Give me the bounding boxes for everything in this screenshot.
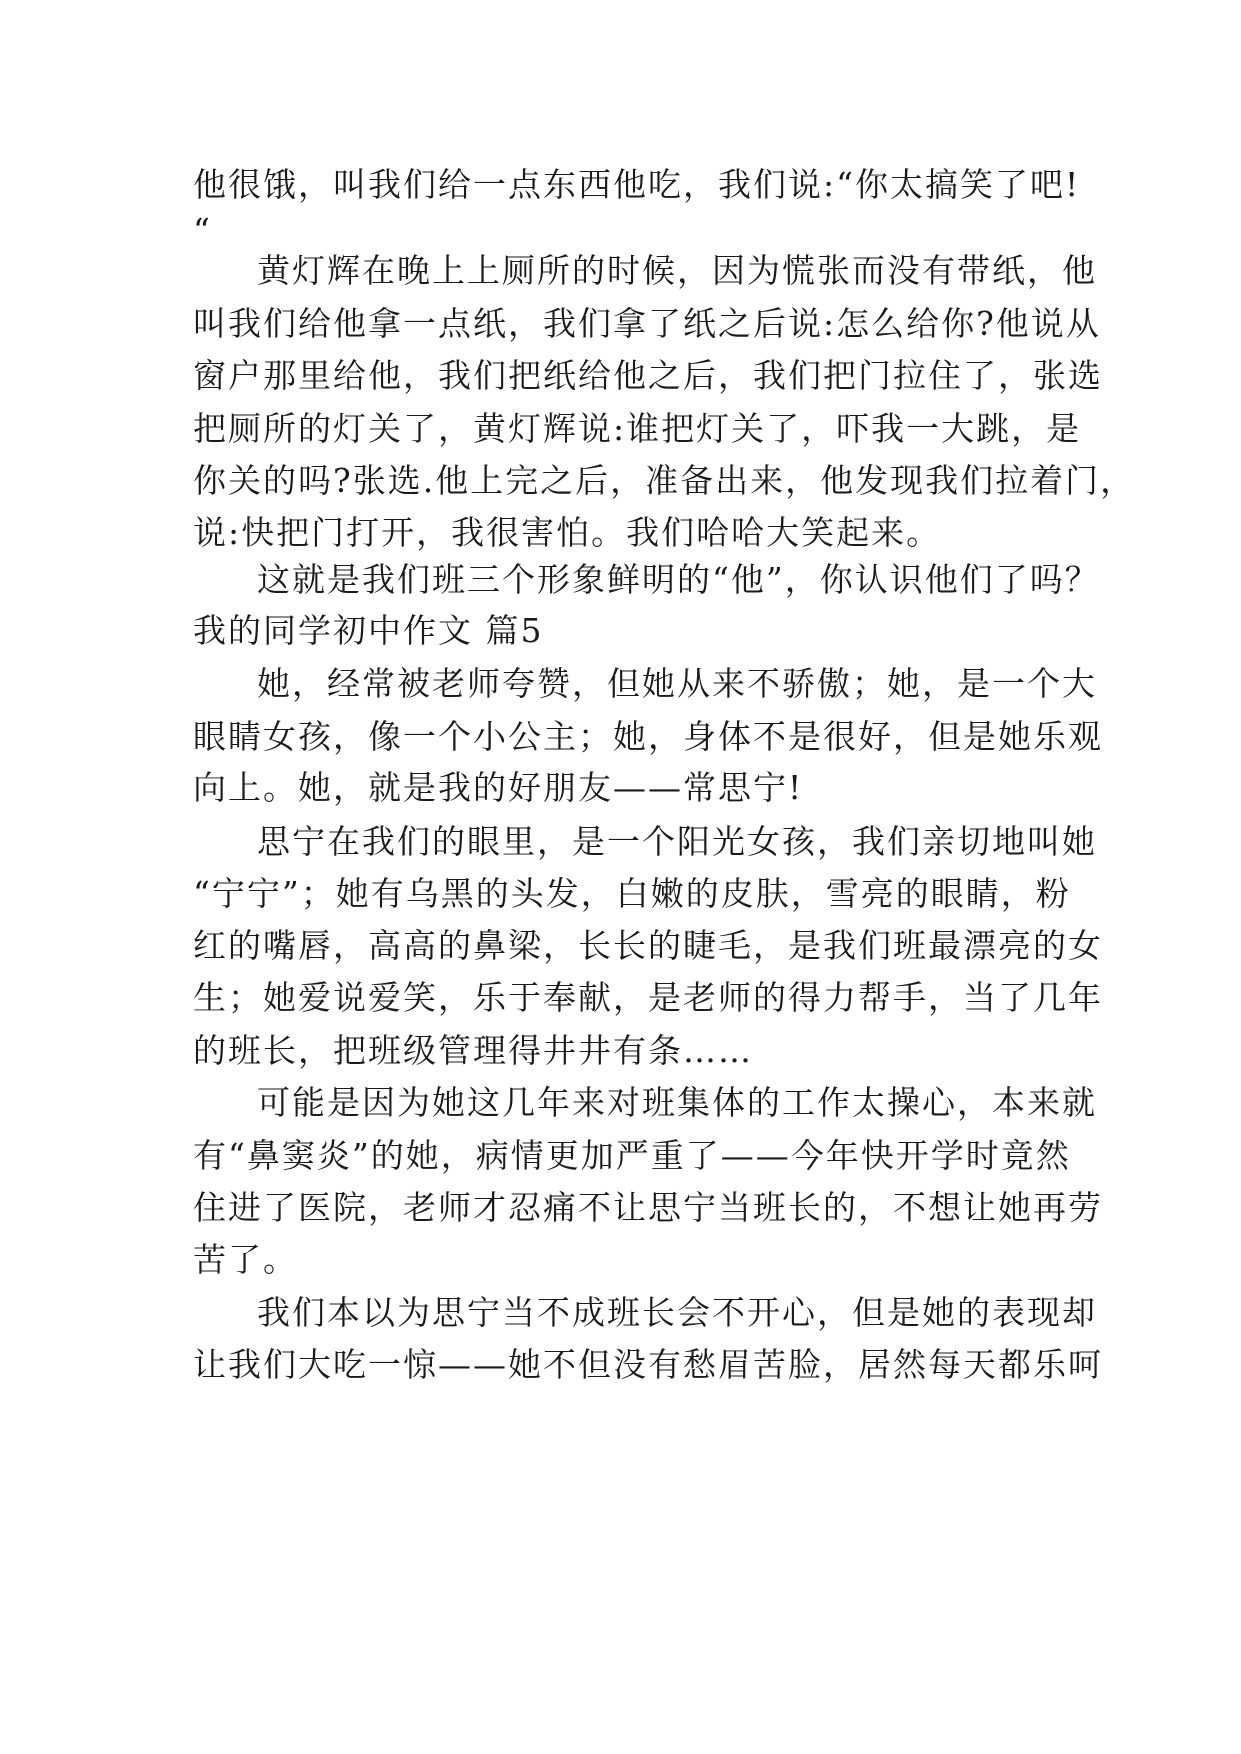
text-line: 你关的吗?张选.他上完之后，准备出来，他发现我们拉着门， (193, 461, 1136, 500)
text-line: 说:快把门打开，我很害怕。我们哈哈大笑起来。 (193, 513, 942, 552)
text-line: 窗户那里给他，我们把纸给他之后，我们把门拉住了，张选 (193, 356, 1103, 395)
text-line: 的班长，把班级管理得井井有条…… (193, 1031, 753, 1070)
text-line: 我们本以为思宁当不成班长会不开心，但是她的表现却 (257, 1293, 1097, 1332)
text-line: 把厕所的灯关了，黄灯辉说:谁把灯关了，吓我一大跳，是 (193, 409, 1082, 448)
text-line: 有“鼻窦炎”的她，病情更加严重了——今年快开学时竟然 (193, 1136, 1071, 1175)
text-line: “ (193, 211, 212, 250)
text-line: 红的嘴唇，高高的鼻梁，长长的睫毛，是我们班最漂亮的女 (193, 926, 1103, 965)
text-line: 向上。她，就是我的好朋友——常思宁! (193, 768, 804, 807)
text-line: 黄灯辉在晚上上厕所的时候，因为慌张而没有带纸，他 (257, 251, 1097, 290)
text-line: 苦了。 (193, 1240, 298, 1279)
text-line: 思宁在我们的眼里，是一个阳光女孩，我们亲切地叫她 (257, 822, 1097, 861)
text-line: 他很饿，叫我们给一点东西他吃，我们说:“你太搞笑了吧! (193, 165, 1081, 204)
text-line: 眼睛女孩，像一个小公主；她，身体不是很好，但是她乐观 (193, 717, 1103, 756)
text-line: “宁宁”；她有乌黑的头发，白嫩的皮肤，雪亮的眼睛，粉 (193, 874, 1071, 913)
text-line: 可能是因为她这几年来对班集体的工作太操心，本来就 (257, 1083, 1097, 1122)
text-line: 生；她爱说爱笑，乐于奉献，是老师的得力帮手，当了几年 (193, 978, 1103, 1017)
text-line: 这就是我们班三个形象鲜明的“他”，你认识他们了吗？ (257, 560, 1100, 599)
text-line: 住进了医院，老师才忍痛不让思宁当班长的，不想让她再劳 (193, 1188, 1103, 1227)
text-line: 叫我们给他拿一点纸，我们拿了纸之后说:怎么给你?他说从 (193, 304, 1101, 343)
text-line: 让我们大吃一惊——她不但没有愁眉苦脸，居然每天都乐呵 (193, 1345, 1103, 1384)
text-line: 她，经常被老师夸赞，但她从来不骄傲；她，是一个大 (257, 664, 1097, 703)
section-heading: 我的同学初中作文 篇5 (193, 611, 544, 650)
